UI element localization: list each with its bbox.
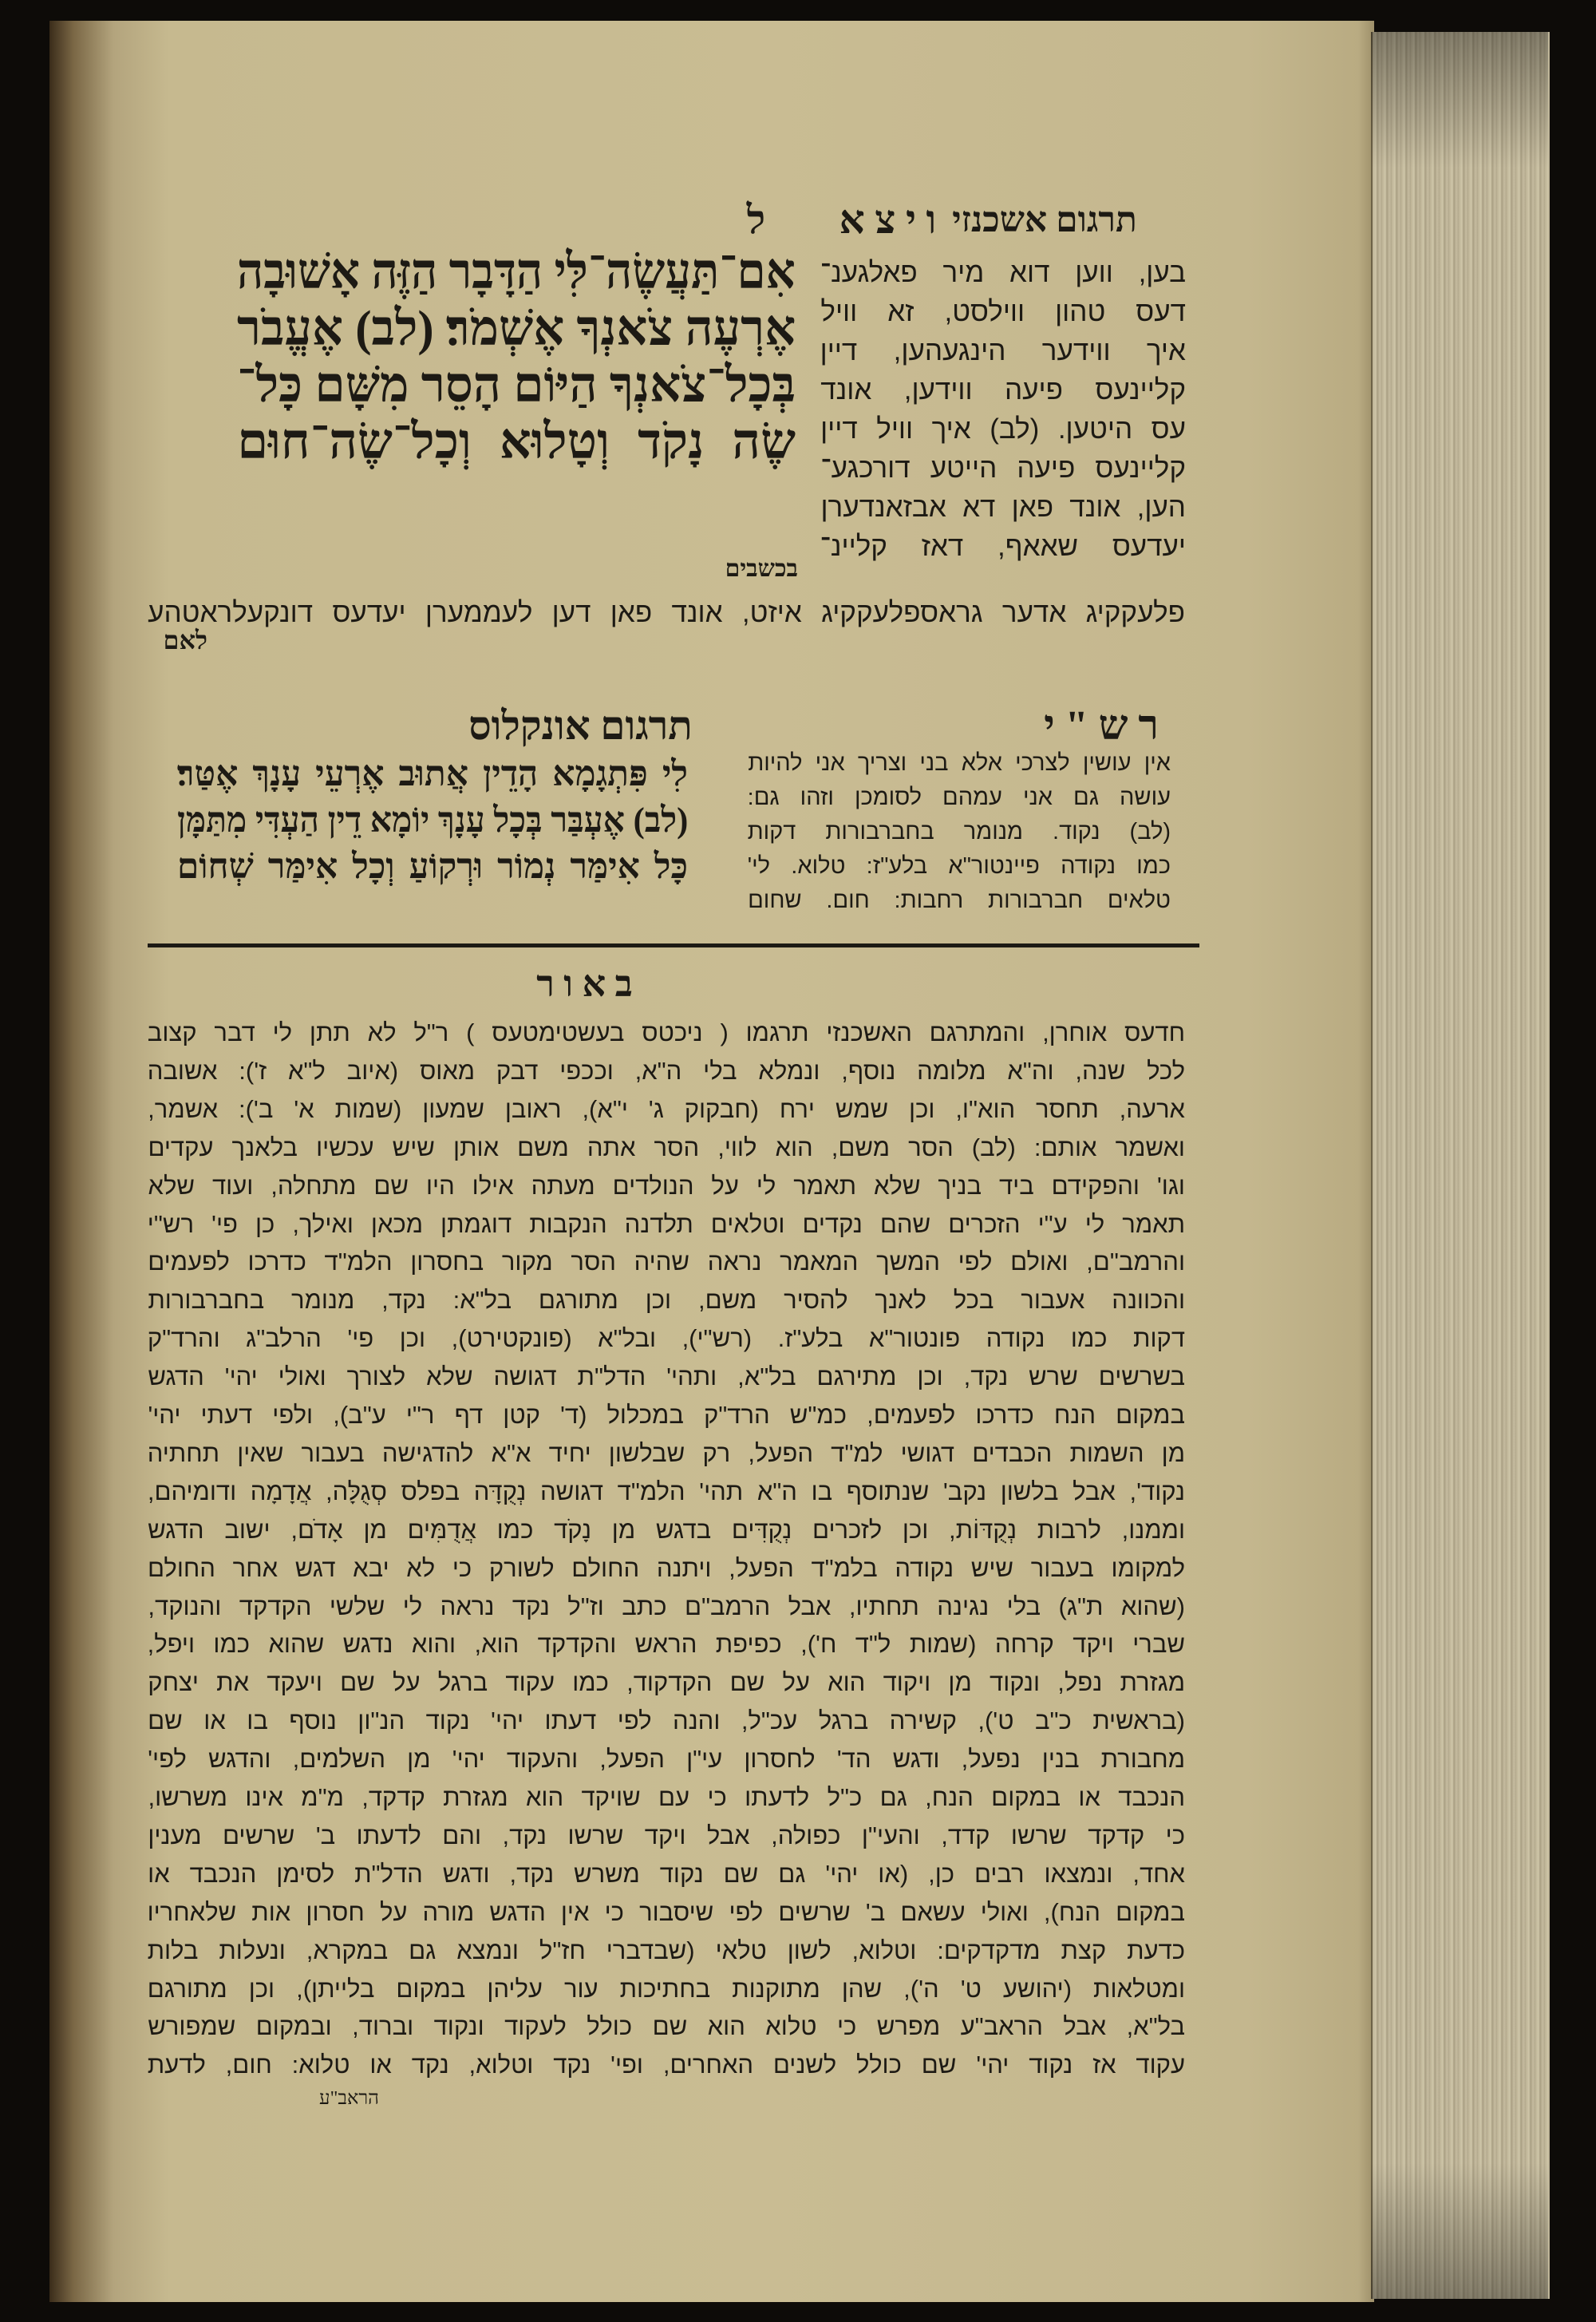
biur-line-text: ארעה, תחסר הוא"ו, וכן שמש ירח (חבקוק ג' י"א), ראובן שמעון (שמות א' ב'): אשמר, <box>148 1094 1185 1123</box>
targum-ashkenazi-line <box>820 296 1186 328</box>
targum-ashkenazi-line-text: איך ווידער הינגעהען, דיין <box>820 335 1186 366</box>
verse-line <box>237 301 796 358</box>
biur-line-text: למקומו בעבור שיש נקודה בלמ"ד הפעל, ויתנה החולם לשורק כי לא יבא דגש אחר החולם <box>148 1553 1185 1582</box>
targum-ashkenazi-line <box>820 453 1186 485</box>
biur-line <box>148 1133 1185 1162</box>
biur-line-text: ואשמר אותם: (לב) הסר משם, הוא לווי, הסר אתה משם אותן שיש עכשיו בלאנך עקדים <box>148 1133 1185 1161</box>
targum-ashkenazi-line-text: יעדעס שאאף, דאז קליינ־ <box>820 531 1186 562</box>
targum-ashkenazi-full-line-text: פלעקקיג אדער גראספלעקקיג איזט, אונד פאן דען לעממערן יעדעס דונקעלראטהע <box>148 597 1185 628</box>
biur-line <box>148 1286 1185 1315</box>
targum-ashkenazi-heading: תרגום אשכנזי <box>952 200 1137 239</box>
verse-line-text: אִם־תַּעֲשֶׂה־לִּי הַדָּבָר הַזֶּה אָשׁוּבָה <box>237 245 796 299</box>
biur-line-text: בל"א, אבל הראב"ע מפרש כי טלוא הוא שם כולל לעקוד ונקוד וברוד, ובמקום שמפורש <box>148 2012 1185 2041</box>
biur-line-text: מחבורת בנין נפעל, ודגש הד' לחסרון עי"ן הפעל, והעקוד יהי' מן השלמים, והדגש לפי' <box>148 1745 1185 1774</box>
biur-line <box>148 1822 1185 1850</box>
biur-line-text: חדעס אוחרן, והמתרגם האשכנזי תרגמו ( ניכטס בעשטימטעס ) ר"ל לא תתן לי דבר קצוב <box>147 1019 1185 1046</box>
rashi-line <box>748 785 1171 811</box>
biur-line <box>148 1592 1185 1621</box>
rashi-line-text: עושה גם אני עמהם לסומכן וזהו גם: <box>747 785 1171 810</box>
biur-line-text: דקות כמו נקודה פונטור"א בלע"ז. (רש"י), ובל"א (פונקטירט), וכן פי' הרלב"ג והרד"ק <box>147 1324 1185 1353</box>
biur-line-text: כי קדקד שרשו קדד, והעי"ן כפולה, אבל ויקד שרשו נקד, והם לדעתו ב' שרשים מענין <box>148 1821 1185 1849</box>
page-edges-shadow <box>1371 32 1548 2299</box>
verse-line <box>237 358 796 414</box>
verse-catchword: בכשבים <box>725 556 798 582</box>
biur-line-text: אחד, ונמצאו רבים כן, (או יהי' גם שם נקוד משרש נקד, ודגש הדל"ת לסימן הנכבד או <box>148 1859 1185 1888</box>
biur-line <box>148 1324 1185 1353</box>
biur-line <box>148 1668 1185 1697</box>
targum-ashkenazi-line-text: עס היטען. (לב) איך וויל דיין <box>820 413 1186 445</box>
verse-line <box>237 414 796 471</box>
biur-line <box>148 1401 1185 1430</box>
biur-line <box>148 2012 1185 2041</box>
targum-ashkenazi-line <box>820 492 1186 524</box>
biur-line <box>148 1477 1185 1506</box>
targum-ashkenazi-last-word: לאם <box>163 626 207 655</box>
rashi-line-text: טלאים חברבורות רחבות: חום. שחום <box>748 888 1171 913</box>
biur-line-text: וגו' והפקידם ביד בניך שלא תאמר לי על הנולדים מעתה אילו היו שם מתחלה, ועוד שלא <box>148 1171 1185 1200</box>
rashi-line-text: כמו נקודה פיינטור"א בלע"ז: טלוא. לי' <box>747 853 1171 879</box>
targum-ashkenazi-line-text: הען, אונד פאן דא אבזאנדערן <box>820 492 1186 523</box>
onkelos-line <box>177 846 688 887</box>
biur-line <box>148 1172 1185 1201</box>
targum-ashkenazi-line-text: דעס טהון ווילסט, זא וויל <box>820 296 1186 327</box>
biur-line-text: מן השמות הכבדים דגושי למ"ד הפעל, רק שבלשון יחיד א"א להדגישה בעבור שאין תחתיה <box>147 1438 1185 1467</box>
onkelos-line-text: כָּל אִימַּר נְמוֹר וּרְקוֹעַ וְכָל אִימַּר שְׁחוֹם <box>176 847 688 886</box>
biur-line <box>148 1057 1185 1086</box>
biur-line <box>148 1630 1185 1659</box>
onkelos-line <box>177 800 688 841</box>
biur-line <box>148 1745 1185 1774</box>
page-catchword: הראב"ע <box>319 2088 379 2109</box>
biur-line <box>148 1554 1185 1583</box>
targum-ashkenazi-line-text: קליינעס פיעה ווידען, אונד <box>820 374 1186 405</box>
targum-ashkenazi-line <box>820 413 1186 445</box>
targum-ashkenazi-line <box>820 374 1186 406</box>
biur-line-text: במקום הנח כדרכו לפעמים, כמ"ש הרד"ק במכלול (ד' קטן דף ר"י ע"ב), ולפי דעתי יהי' <box>148 1401 1185 1429</box>
verse-line-text: אֶרְעֶה צֹאנְךָ אֶשְׁמֹר׃ (לב) אֶעֱבֹר <box>236 302 796 356</box>
rashi-line <box>748 819 1171 845</box>
biur-line <box>148 1248 1185 1276</box>
biur-line-text: והכוונה אעבור בכל לאנך להסיר משם, וכן מתורגם בל"א: נקד, מנומר בחברבורות <box>148 1286 1185 1315</box>
parasha-heading: ו י צ א <box>839 197 937 242</box>
chapter-number: ל <box>746 197 766 242</box>
rashi-line <box>748 853 1171 880</box>
biur-line-text: (שהוא ת"ג) בלי נגינה תחתיו, אבל הרמב"ם כתב וז"ל נקד נראה לי שלשי הקדקד והנוקד, <box>148 1592 1185 1620</box>
rashi-line-text: (לב) נקוד. מנומר בחברבורות דקות <box>747 819 1171 845</box>
targum-ashkenazi-line-text: בען, ווען דוא מיר פאלגענ־ <box>820 257 1186 288</box>
biur-line-text: שברי ויקד קרחה (שמות ל"ד ח'), כפיפת הראש והקדקד הוא, והוא נדגש שהוא כמו ויפל, <box>147 1630 1185 1659</box>
rashi-line <box>748 888 1171 914</box>
biur-line <box>148 1975 1185 2004</box>
onkelos-line <box>177 754 688 794</box>
onkelos-line-text: לִי פִּתְגָמָא הָדֵין אֲתוּב אֶרְעֵי עָנָךְ אֶטַּר׃ <box>176 754 688 793</box>
biur-line <box>148 1860 1185 1889</box>
biur-line-text: לכל שנה, וה"א מלומה נוסף, ונמלא בלי ה"א, וככפי דבק מאוס (איוב ל"א ז'): אשובה <box>147 1056 1185 1085</box>
biur-line <box>148 1439 1185 1468</box>
biur-line <box>148 2051 1185 2079</box>
biur-line-text: הנכבד או במקום הנח, גם כ"ל לדעתו כי עם שויקד הוא מגזרת קדקד, מ"מ אינו משרשו, <box>148 1783 1185 1811</box>
onkelos-heading: תרגום אונקלוס <box>468 703 693 748</box>
targum-ashkenazi-line-text: קליינעס פיעה הייטע דורכגע־ <box>820 453 1186 484</box>
targum-ashkenazi-line <box>820 531 1186 563</box>
biur-line <box>148 1363 1185 1391</box>
rashi-heading: ר ש " י <box>1044 703 1159 749</box>
biur-line-text: בשרשים שרש נקד, וכן מתירגם בל"א, ותהי' הדל"ת דגושה שלא לצורך ואולי יהי' הדגש <box>148 1363 1185 1391</box>
section-divider <box>148 943 1199 947</box>
biur-heading: ב א ו ר <box>536 963 633 1004</box>
biur-line-text: נקוד', אבל בלשון נקב' שנתוסף בו ה"א תהי' הלמ"ד דגושה נְקֻדָּה בפלס סְגֻלָּה, אֲדָמָה ודומיהם, <box>147 1477 1185 1505</box>
biur-line-text: תאמר לי ע"י הזכרים שהם נקדים וטלאים תלדנה הנקבות דוגמתן מכאן ואילך, כן פי' רש"י <box>147 1209 1185 1238</box>
biur-line-text: ומטלאות (יהושע ט' ה'), שהן מתוקנות בחתיכות עור עליהן במקום בלייתן), וכן מתורגם <box>147 1974 1185 2003</box>
targum-ashkenazi-line <box>820 257 1186 289</box>
biur-line-text: (בראשית כ"ב ט'), קשירה ברגל עכ"ל, והנה לפי דעתו יהי' נקוד הנ"ון נוסף בו או שם <box>148 1707 1185 1735</box>
biur-line-text: מגזרת נפל, ונקוד מן ויקוד הוא על שם הקדקוד, כמו עקוד ברגל על שם ויעקד את יצחק <box>148 1668 1185 1697</box>
targum-ashkenazi-line <box>820 335 1186 367</box>
biur-line-text: והרמב"ם, ואולם לפי המשך המאמר נראה שהיה הסר מקור בחסרון הלמ"ד כדרכו לפעמים <box>148 1248 1185 1276</box>
biur-line <box>148 1095 1185 1124</box>
onkelos-line-text: (לב) אֶעְבַּר בְּכָל עָנָךְ יוֹמָא דֵין הַעְדִּי מִתַּמָּן <box>176 801 688 840</box>
biur-line <box>148 1783 1185 1812</box>
rashi-line-text: אין עושין לצרכי אלא בני וצריך אני להיות <box>748 750 1171 776</box>
verse-line <box>237 244 796 301</box>
rashi-line <box>748 750 1171 777</box>
biur-line-text: וממנו, לרבות נְקֻדּוֹת, וכן לזכרים נְקֻדִּים בדגש מן נָקֹד כמו אֲדֻמִּים מן אָדֹם, ישוב הדגש <box>148 1515 1185 1544</box>
verse-line-text: בְּכָל־צֹאנְךָ הַיּוֹם הָסֵר מִשָּׁם כָּל־ <box>236 358 796 413</box>
biur-line <box>148 1707 1185 1735</box>
biur-line-text: עקוד אז נקוד יהי' שם כולל לשנים האחרים, ופי' נקד וטלוא, נקד או טלוא: חום, לדעת <box>147 2051 1185 2079</box>
biur-line <box>148 1936 1185 1965</box>
biur-line-text: במקום הנח), ואולי עשאם ב' שרשים לפי שיסבור כי אין הדגש מורה על חסרון אות שלאחריו <box>147 1897 1185 1926</box>
biur-line <box>148 1898 1185 1927</box>
biur-line <box>148 1210 1185 1239</box>
biur-line <box>148 1019 1185 1047</box>
biur-line-text: כדעת קצת מדקדקים: וטלוא, לשון טלאי (שבדברי חז"ל ונמצא גם במקרא, ונעלות בלות <box>147 1936 1185 1964</box>
targum-ashkenazi-full-line <box>148 597 1185 629</box>
verse-line-text: שֶׂה נָקֹד וְטָלוּא וְכָל־שֶׂה־חוּם <box>237 415 796 469</box>
biur-line <box>148 1516 1185 1545</box>
